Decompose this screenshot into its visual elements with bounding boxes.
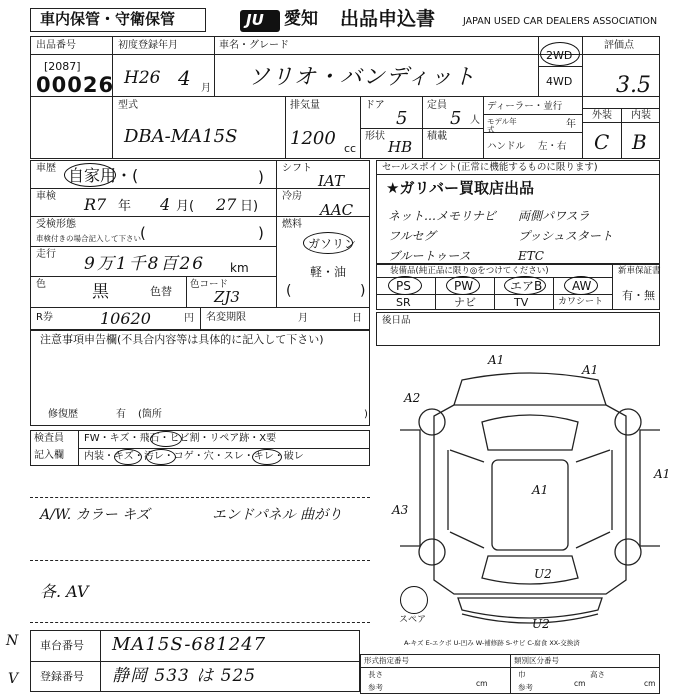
width-unit: cm — [574, 679, 586, 688]
handwritten-note-1: A/W. カラー キズ — [40, 507, 150, 523]
rule — [100, 630, 101, 692]
rule — [360, 128, 483, 129]
mark-circle — [150, 431, 182, 447]
rule — [483, 96, 484, 159]
equip-airbag: エアB — [510, 279, 543, 293]
entry-label: 記入欄 — [34, 450, 64, 461]
displacement-value: 1200 — [290, 128, 336, 149]
form-type-label: 形式指定番号 — [364, 656, 409, 665]
name-label: 車名・グレード — [219, 40, 289, 51]
fuel-gasoline-circle — [303, 232, 353, 254]
length-unit: cm — [476, 679, 488, 688]
recycle-label: R券 — [36, 312, 53, 323]
org-en: JAPAN USED CAR DEALERS ASSOCIATION — [463, 16, 658, 27]
type-label: 型式 — [118, 100, 138, 111]
first-reg-unit: 月 — [201, 83, 211, 94]
first-reg-month: 4 — [178, 66, 191, 90]
model-year-unit: 年 — [566, 119, 576, 130]
exterior-value: C — [594, 130, 610, 154]
rule — [376, 174, 660, 175]
diagram-mark-3: A1 — [582, 363, 599, 377]
rule — [30, 560, 370, 561]
ju-logo — [240, 10, 280, 32]
ref-2: 参考 — [518, 683, 533, 692]
fuel-diesel: 軽・油 — [310, 265, 347, 279]
rule — [538, 66, 582, 67]
displacement-label: 排気量 — [290, 100, 320, 111]
equipment-header: 装備品(純正品に限り◎をつけてください) — [390, 266, 549, 276]
sales-item-5: ブルートゥース — [388, 249, 471, 263]
equip-aw: AW — [572, 279, 592, 293]
capacity-label: 定員 — [427, 100, 447, 111]
equip-sr: SR — [396, 296, 411, 309]
spare-tire — [400, 586, 428, 614]
repair-section: (箇所 — [138, 409, 162, 420]
inspection-month-unit: 月( — [176, 199, 195, 214]
sales-item-4: プッシュスタート — [518, 229, 613, 243]
inspector-label: 検査員 — [34, 433, 64, 444]
dealer-label: ディーラー・並行 — [487, 101, 563, 112]
shift-value: IAT — [318, 172, 344, 190]
color-value: 黒 — [92, 282, 109, 302]
type-value: DBA-MA15S — [124, 126, 238, 147]
diagram-mark-5: A1 — [532, 483, 549, 497]
doors-value: 5 — [396, 108, 408, 129]
equip-ps-circle — [388, 276, 422, 295]
grade-value: 3.5 — [616, 73, 651, 98]
equip-tv: TV — [514, 296, 529, 309]
rule — [510, 654, 511, 694]
rule — [435, 277, 436, 310]
rule — [276, 160, 277, 307]
name-change-label: 名変期限 — [206, 312, 246, 323]
fuel-label: 燃料 — [282, 219, 302, 230]
shift-label: シフト — [282, 163, 312, 174]
rule — [30, 96, 660, 97]
equip-aw-circle — [564, 276, 598, 295]
category-label: 類別区分番号 — [514, 656, 559, 665]
loading-label: 積載 — [427, 131, 447, 142]
rule — [621, 108, 622, 159]
equip-pw-circle — [446, 276, 480, 295]
history-label: 車歴 — [36, 163, 56, 174]
handwritten-note-2: エンドパネル 曲がり — [212, 507, 343, 523]
rule — [214, 36, 215, 96]
drive-2wd: 2WD — [546, 49, 573, 62]
exterior-label: 外装 — [592, 110, 612, 121]
spare-label: スペア — [399, 615, 427, 625]
history-close: ) — [258, 168, 264, 186]
new-car-options: 有・無 — [622, 289, 655, 302]
rule — [30, 622, 370, 623]
chassis-value: MA15S-681247 — [112, 634, 267, 655]
shape-label: 形状 — [365, 131, 385, 142]
rule — [553, 277, 554, 310]
ref-1: 参考 — [368, 683, 383, 692]
history-circle — [64, 163, 116, 187]
exchange-label: 色替 — [150, 285, 172, 298]
rule — [30, 246, 276, 247]
diagram-mark-2: A2 — [404, 391, 421, 405]
rule — [200, 307, 201, 330]
first-reg-label: 初度登録年月 — [118, 40, 178, 51]
equip-airbag-circle — [504, 276, 546, 295]
sales-headline: ★ガリバー買取店出品 — [386, 179, 534, 197]
sales-item-1: ネット…メモリナビ — [388, 209, 496, 223]
vehicle-name: ソリオ・バンディット — [248, 65, 477, 90]
capacity-unit: 人 — [470, 115, 480, 126]
rule — [582, 54, 660, 55]
height-label: 高さ — [590, 670, 605, 679]
plate-value: 静岡 533 は 525 — [112, 666, 257, 686]
diagram-mark-1: A1 — [488, 353, 505, 367]
plate-label: 登録番号 — [40, 670, 84, 683]
capacity-value: 5 — [450, 108, 462, 129]
rule — [30, 661, 360, 662]
interior-label: 内装 — [631, 110, 651, 121]
rule — [483, 114, 582, 115]
height-unit: cm — [644, 679, 656, 688]
diagram-mark-7: U2 — [534, 567, 552, 581]
diagram-mark-8: U2 — [532, 617, 550, 631]
diagram-mark-4: A1 — [654, 467, 671, 481]
inspection-month: 4 — [160, 195, 171, 214]
new-car-label: 新車保証書 — [618, 266, 661, 276]
warranty-close: ) — [258, 224, 264, 242]
width-label: 巾 — [518, 670, 526, 679]
inspection-era: R7 — [84, 195, 107, 214]
rule — [582, 108, 660, 109]
rule — [30, 54, 112, 55]
doors-label: ドア — [365, 100, 385, 111]
inspection-day: 27 — [216, 195, 237, 214]
interior-value: B — [632, 130, 647, 154]
warranty-label: 受検形態 — [36, 219, 76, 230]
mileage-value: 9万1千8百26 — [84, 254, 206, 274]
car-diagram — [392, 350, 671, 640]
length-label: 長さ — [368, 670, 383, 679]
inspector-row1: FW・キズ・飛石・ヒビ割・リペア跡・X要 — [84, 433, 277, 444]
logo-org: 愛知 — [284, 9, 318, 29]
color-code-label: 色コード — [190, 279, 229, 290]
sales-item-2: 両側パワスラ — [518, 209, 590, 223]
handwritten-note-3: 各. AV — [40, 582, 89, 601]
diagram-mark-6: A3 — [392, 503, 409, 517]
sales-item-3: フルセグ — [388, 229, 436, 243]
rule — [112, 54, 582, 55]
rule — [494, 277, 495, 310]
lot-small: [2087] — [44, 60, 81, 73]
form-title: 出品申込書 — [340, 8, 436, 30]
name-change-month: 月 — [298, 313, 308, 324]
handle-label: ハンドル — [487, 141, 526, 152]
name-change-day: 日 — [352, 313, 362, 324]
diagram-legend: A-キズ E-エクボ U-凹み W-補修跡 S-サビ C-腐食 XX-交換済 — [404, 639, 580, 647]
aircon-value: AAC — [320, 201, 354, 219]
color-label: 色 — [36, 279, 46, 290]
warranty-open: ( — [140, 224, 146, 242]
repair-close: ) — [364, 409, 368, 420]
model-year-label: モデル年式 — [487, 117, 517, 134]
fuel-open: ( — [286, 283, 292, 299]
rule — [30, 216, 370, 217]
equip-pw: PW — [454, 279, 474, 293]
repair-value: 有 — [116, 409, 126, 420]
rule — [30, 188, 276, 189]
displacement-unit: cc — [344, 142, 357, 155]
lot-label: 出品番号 — [36, 40, 76, 51]
mark-circle — [252, 449, 282, 465]
warranty-note: 車検付きの場合記入して下さい — [36, 234, 141, 243]
lot-number: 00026 — [36, 73, 115, 97]
grade-label: 評価点 — [604, 40, 634, 51]
inspection-day-unit: 日) — [240, 199, 259, 214]
shape-value: HB — [388, 138, 413, 156]
sales-header: セールスポイント(正常に機能するものに限ります) — [382, 162, 598, 173]
rule — [30, 276, 276, 277]
recycle-value: 10620 — [100, 309, 151, 328]
mark-circle — [146, 449, 176, 465]
aircon-label: 冷房 — [282, 191, 302, 202]
inspector-row2: 内装・キズ・汚レ・コゲ・穴・スレ・キレ・破レ — [84, 451, 304, 462]
recycle-unit: 円 — [184, 313, 194, 324]
rule — [30, 497, 370, 498]
first-reg-era: H26 — [124, 68, 161, 88]
equip-kawa-seat: カワシート — [558, 297, 604, 307]
side-mark-v: V — [8, 671, 19, 687]
handle-options: 左・右 — [538, 141, 567, 152]
inspection-label: 車検 — [36, 191, 56, 202]
rule — [285, 96, 286, 159]
mileage-unit: km — [230, 261, 249, 275]
history-value: 自家用・( — [68, 166, 139, 185]
drive-4wd: 4WD — [546, 75, 573, 88]
fuel-close: ) — [360, 283, 366, 299]
chassis-label: 車台番号 — [40, 639, 84, 652]
mark-circle — [114, 449, 142, 465]
mileage-label: 走行 — [36, 249, 56, 260]
after-fit-label: 後日品 — [382, 315, 411, 326]
rule — [612, 264, 613, 310]
equip-ps: PS — [396, 279, 411, 293]
inspection-year-unit: 年 — [118, 199, 132, 214]
sales-item-6: ETC — [518, 249, 544, 263]
equip-navi: ナビ — [454, 296, 476, 309]
storage-title: 車内保管・守衛保管 — [40, 10, 176, 28]
drive-2wd-circle — [540, 42, 580, 66]
after-fit-box — [376, 312, 660, 346]
repair-label: 修復歴 — [48, 409, 78, 420]
fuel-gasoline: ガソリン — [308, 237, 357, 251]
ju-logo-mark: JU — [246, 11, 264, 29]
color-code-value: ZJ3 — [214, 288, 240, 306]
caution-label: 注意事項申告欄(不具合内容等は具体的に記入して下さい) — [40, 333, 324, 346]
rule — [186, 276, 187, 307]
side-mark-n: N — [6, 633, 19, 649]
